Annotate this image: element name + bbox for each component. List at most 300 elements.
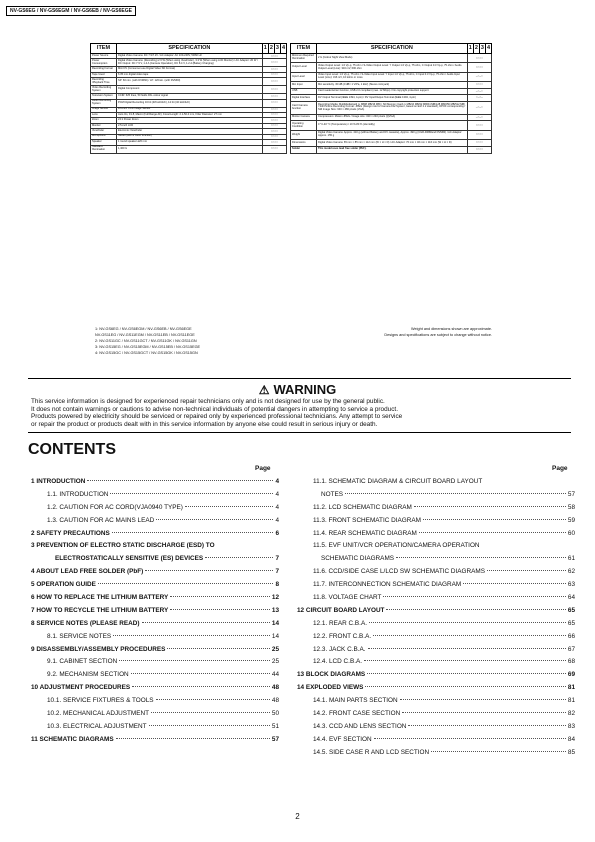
toc-leader-dots	[423, 519, 566, 520]
toc-entry-page: 7	[275, 568, 279, 576]
toc-entry[interactable]	[297, 684, 575, 697]
spec-value: Compression: Motion JPEG / Image size: 320 × 240 pixels (QVGA)	[317, 114, 468, 121]
col-2: 2	[473, 44, 479, 54]
toc-entry-page: 81	[567, 697, 575, 705]
toc-entry[interactable]	[31, 594, 279, 607]
toc-entry-page: 14	[271, 632, 279, 640]
disclaimer-line: Designs and specifications are subject to change without notice.	[384, 333, 492, 337]
toc-entry[interactable]	[31, 736, 279, 749]
spec-value: Digital Video Camera: (Recording) 2.6 W (When using Viewfinder), 3.3 W (When using LCD Monitor) / AC Adaptor: 20 W / DC Output: DC 7.9 V, 1.4 A (Camera Operation), DC 8.4 V, 1.2 A (Battery Charging)	[117, 59, 263, 67]
toc-entry-page: 4	[275, 516, 279, 524]
spec-value: 24:1 Power Zoom	[117, 118, 263, 123]
spec-row	[91, 145, 287, 153]
toc-entry-title: 9.2. MECHANISM SECTION	[47, 671, 129, 679]
toc-entry-title: 12.3. JACK C.B.A.	[313, 645, 366, 653]
spec-item-name: Standard Illumination	[91, 145, 117, 153]
toc-entry-page: 60	[567, 529, 575, 537]
model-marks: ○○○○	[467, 82, 491, 89]
model-marks: –○–○	[467, 114, 491, 121]
toc-entry-title: 5 OPERATION GUIDE	[31, 581, 96, 589]
toc-entry-page: 6	[275, 529, 279, 537]
spec-table-right-body	[291, 54, 492, 154]
toc-entry[interactable]	[297, 581, 575, 594]
toc-entry-title: 10.1. SERVICE FIXTURES & TOOLS	[47, 697, 154, 705]
model-line: 2: NV-GS11GC / NV-GS11GCT / NV-GS11GK / NV-GS11GN	[95, 339, 197, 343]
toc-entry[interactable]	[31, 671, 279, 684]
toc-entry[interactable]	[297, 736, 575, 749]
toc-leader-dots	[463, 583, 566, 584]
spec-item-name: Video Recording System	[91, 86, 117, 94]
toc-leader-dots	[368, 648, 566, 649]
toc-entry-title: 12.4. LCD C.B.A.	[313, 658, 363, 666]
spec-item-name: Lens	[91, 112, 117, 117]
spec-item-name: Digital Interface	[291, 95, 317, 102]
toc-leader-dots	[369, 622, 566, 623]
spec-table-left-body	[91, 54, 287, 154]
toc-leader-dots	[408, 725, 565, 726]
model-line: 1: NV-GS6EG / NV-GS6EGM / NV-GS6EB / NV-GS6EGE	[95, 327, 192, 331]
model-marks: –○–○	[467, 72, 491, 81]
model-header-tag: NV-GS6EG / NV-GS6EGM / NV-GS6EB / NV-GS6EGE	[6, 6, 136, 16]
page-column-label-left: Page	[255, 465, 271, 472]
toc-entry[interactable]	[297, 491, 575, 504]
toc-leader-dots	[131, 673, 270, 674]
toc-entry-title: 12.2. FRONT C.B.A.	[313, 632, 372, 640]
spec-item-name: USB	[291, 88, 317, 95]
toc-leader-dots	[373, 635, 566, 636]
model-marks: ○○○○	[262, 72, 286, 77]
spec-item-name: Power Consumption	[91, 59, 117, 67]
toc-entry[interactable]	[31, 710, 279, 723]
toc-entry-page: 63	[567, 581, 575, 589]
model-marks: ○○○○	[467, 54, 491, 63]
toc-entry-title: 11.7. INTERCONNECTION SCHEMATIC DIAGRAM	[313, 581, 462, 589]
toc-entry-title: 14 EXPLODED VIEWS	[297, 684, 364, 692]
toc-entry-page: 59	[567, 516, 575, 524]
toc-entry-title: 10 ADJUSTMENT PROCEDURES	[31, 684, 131, 692]
toc-entry-title: 11 SCHEMATIC DIAGRAMS	[31, 735, 114, 743]
toc-entry-page: 25	[271, 658, 279, 666]
toc-leader-dots	[156, 519, 273, 520]
warning-bottom-rule	[28, 432, 571, 433]
col-4: 4	[280, 44, 286, 54]
model-marks: ○○○○	[262, 67, 286, 72]
toc-entry-title: 9.1. CABINET SECTION	[47, 658, 118, 666]
warning-title: WARNING	[273, 382, 337, 397]
toc-entry[interactable]	[297, 723, 575, 736]
spec-item-name: Microphone	[91, 134, 117, 139]
toc-entry-page: 48	[271, 684, 279, 692]
toc-leader-dots	[113, 635, 270, 636]
toc-entry[interactable]	[297, 478, 575, 491]
spec-value: DV Output Terminal (IEEE 1394, 4-pin) / DV Input/Output Terminal (IEEE 1394, 4-pin)	[317, 95, 468, 102]
toc-entry-page: 65	[567, 606, 575, 614]
toc-entry[interactable]	[31, 517, 279, 530]
spec-value: SP: 60 min. (with DVM60) / LP: 120min. (with DVM60)	[117, 78, 263, 86]
spec-row	[91, 86, 287, 94]
spec-item-name: Power Source	[91, 54, 117, 59]
toc-entry-page: 64	[567, 594, 575, 602]
toc-entry[interactable]	[297, 542, 575, 555]
toc-entry[interactable]	[31, 684, 279, 697]
spec-item-name: Viewfinder	[91, 129, 117, 134]
toc-leader-dots	[400, 699, 566, 700]
model-marks: ○○○○	[262, 118, 286, 123]
spec-item-name: Television System	[91, 94, 117, 99]
toc-entry[interactable]	[31, 568, 279, 581]
toc-entry-title: 11.3. FRONT SCHEMATIC DIAGRAM	[313, 516, 421, 524]
model-marks: ○○○○	[467, 140, 491, 147]
spec-disclaimer	[300, 326, 492, 338]
toc-entry-page: 51	[271, 722, 279, 730]
toc-entry[interactable]	[297, 671, 575, 684]
spec-item-name: Audio Recording System	[91, 99, 117, 107]
disclaimer-line: Weight and dimensions shown are approximate.	[411, 327, 492, 331]
model-marks: –○–○	[467, 101, 491, 114]
spec-value: Recording Media: MultiMediaCard (≤ MB/8 MB/16 MB) / SD Memory Card (≤ MB/16 MB/32 MB/64 MB/128 MB/256 MB/512 MB) / Still Picture Recording Format: JPEG (Design rule for Camera File System, based on Exif 2.2 standard), DPOF corresponding / Still Image Size: 640 × 480 pixels (VGA)	[317, 101, 468, 114]
model-marks: ○○○○	[262, 54, 286, 59]
spec-row	[291, 54, 492, 63]
spec-value: Digital Video Camera: Approx. 410 g (without Battery and DV cassette), Approx. 490 g (CGR-D08Rand DVM60) / AC Adaptor: Approx. 155 g	[317, 130, 468, 139]
spec-row	[91, 78, 287, 86]
toc-leader-dots	[414, 506, 566, 507]
spec-value: Electronic Viewfinder	[117, 129, 263, 134]
toc-leader-dots	[132, 686, 270, 687]
toc-entry-title: 1.3. CAUTION FOR AC MAINS LEAD	[47, 516, 155, 524]
toc-entry[interactable]	[31, 530, 279, 543]
toc-entry-page: 4	[275, 503, 279, 511]
model-marks: ○–○–	[467, 95, 491, 102]
spec-item-name: Tape Used	[91, 72, 117, 77]
model-marks: ○○○○	[262, 140, 286, 145]
toc-entry-page: 58	[567, 503, 575, 511]
spec-item-name: Image Sensor	[91, 107, 117, 112]
toc-entry[interactable]	[31, 658, 279, 671]
spec-value: PCM Digital Recording 16 bit (48 kHz/2ch), 12 bit (32 kHz/4ch)	[117, 99, 263, 107]
spec-value: Mini DV (Consumer-use Digital Video SD Format)	[117, 67, 263, 72]
toc-entry-title: 8 SERVICE NOTES (PLEASE READ)	[31, 619, 140, 627]
spec-row	[91, 59, 287, 67]
model-marks: ○○○○	[262, 134, 286, 139]
spec-item-name: Card Camera function	[291, 101, 317, 114]
spec-value: Stereo (with a zoom function)	[117, 134, 263, 139]
toc-entry-title: SCHEMATIC DIAGRAMS	[321, 555, 395, 563]
spec-value: 2.5-inch LCD	[117, 123, 263, 128]
warning-line: Products powered by electricity should be serviced or repaired only by experienced professional technicians. Any attempt to service	[31, 413, 403, 420]
spec-item-name: Solder	[291, 146, 317, 153]
toc-entry-title: 11.8. VOLTAGE CHART	[313, 594, 382, 602]
page-column-label-right: Page	[552, 465, 568, 472]
toc-leader-dots	[98, 583, 274, 584]
toc-entry-title: 13 BLOCK DIAGRAMS	[297, 671, 366, 679]
toc-entry-title: 10.3. ELECTRICAL ADJUSTMENT	[47, 722, 147, 730]
model-marks: ○○○○	[467, 63, 491, 72]
specification-tables	[90, 43, 492, 154]
warning-top-rule	[28, 378, 571, 379]
toc-leader-dots	[402, 712, 566, 713]
toc-entry-page: 44	[271, 671, 279, 679]
toc-entry[interactable]	[31, 620, 279, 633]
toc-entry[interactable]	[297, 568, 575, 581]
spec-item-name: Operating Condition	[291, 121, 317, 130]
toc-entry-page: 83	[567, 722, 575, 730]
warning-text	[31, 398, 569, 428]
toc-leader-dots	[156, 699, 270, 700]
toc-entry-page: 67	[567, 645, 575, 653]
toc-entry-title: 1.2. CAUTION FOR AC CORD(VJA0940 TYPE)	[47, 503, 183, 511]
toc-leader-dots	[170, 609, 270, 610]
toc-entry-page: 50	[271, 710, 279, 718]
toc-right-column	[297, 478, 575, 762]
toc-entry-title: 1 INTRODUCTION	[31, 478, 86, 485]
toc-entry[interactable]	[297, 504, 575, 517]
model-line: 4: NV-GS15GC / NV-GS15GCT / NV-GS15GK / NV-GS15GN	[95, 351, 198, 355]
toc-entry-title: 11.5. EVF UNIT/VCR OPERATION/CAMERA OPERATION	[313, 542, 480, 550]
toc-entry-page: 7	[275, 555, 279, 563]
toc-entry[interactable]	[297, 697, 575, 710]
toc-entry[interactable]	[297, 555, 575, 568]
spec-item-name: Speaker	[91, 140, 117, 145]
col-spec: SPECIFICATION	[317, 44, 468, 54]
spec-item-name: Recording /Playback Time	[91, 78, 117, 86]
toc-entry[interactable]	[31, 504, 279, 517]
spec-value: 1/6-inch CCD Image Sensor	[117, 107, 263, 112]
toc-entry-title: 2 SAFETY PRECAUTIONS	[31, 529, 110, 537]
model-marks: ○○○○	[262, 107, 286, 112]
col-2: 2	[268, 44, 274, 54]
spec-row	[291, 130, 492, 139]
toc-entry-title: 11.2. LCD SCHEMATIC DIAGRAM	[313, 503, 412, 511]
toc-entry-title: 10.2. MECHANICAL ADJUSTMENT	[47, 710, 150, 718]
spec-value: 1,400 lx	[117, 145, 263, 153]
toc-entry-page: 48	[271, 697, 279, 705]
toc-entry-title: 14.3. CCD AND LENS SECTION	[313, 722, 407, 730]
toc-entry[interactable]	[297, 517, 575, 530]
spec-value: Video Output Level: 1.0 Vp-p, 75 ohm / S-Video Output Level: Y Output 1.0 Vp-p, 75 ohm, C Output 0.3 Vp-p, 75 ohm / Audio Output Level (Line): 316 mV, 600 ohm	[317, 63, 468, 72]
toc-leader-dots	[431, 751, 566, 752]
spec-table-left	[90, 43, 287, 154]
toc-leader-dots	[364, 660, 566, 661]
spec-item-name: Mic Input	[291, 82, 317, 89]
toc-leader-dots	[167, 648, 270, 649]
spec-item-name: Weight	[291, 130, 317, 139]
warning-line: It does not contain warnings or cautions to advise non-technical individuals of potential dangers in attempting to service a product.	[31, 405, 398, 413]
toc-entry-title: 14.4. EVF SECTION	[313, 735, 372, 743]
spec-value: 6.35 mm digital video tape	[117, 72, 263, 77]
spec-item-name: Minimum Required Illumination	[291, 54, 317, 63]
spec-value: CCIR: 625 lines, 50 fields PAL colour signal	[117, 94, 263, 99]
toc-entry-page: 62	[567, 568, 575, 576]
model-list	[95, 326, 200, 356]
model-marks: ○○○○	[262, 59, 286, 67]
toc-entry[interactable]	[31, 491, 279, 504]
toc-leader-dots	[151, 712, 270, 713]
spec-row	[291, 72, 492, 81]
model-marks: ○○○○	[467, 121, 491, 130]
toc-entry-title: 7 HOW TO RECYCLE THE LITHIUM BATTERY	[31, 606, 169, 614]
toc-entry-title: 14.5. SIDE CASE R AND LCD SECTION	[313, 748, 430, 756]
spec-value: 1 round speaker ø20 mm	[117, 140, 263, 145]
spec-item-name: Input Level	[291, 72, 317, 81]
toc-leader-dots	[487, 570, 566, 571]
spec-value: Digital Component	[117, 86, 263, 94]
toc-entry[interactable]	[31, 478, 279, 491]
col-item: ITEM	[91, 44, 117, 54]
toc-leader-dots	[386, 609, 565, 610]
spec-value: Card reader/writer function, USB 2.0 compliant (max. 12 Mbps) / No copyright protection support	[317, 88, 468, 95]
spec-row	[91, 99, 287, 107]
model-marks: ○○○○	[262, 112, 286, 117]
col-1: 1	[467, 44, 473, 54]
toc-leader-dots	[374, 738, 566, 739]
col-4: 4	[485, 44, 491, 54]
toc-entry-title: 14.1. MAIN PARTS SECTION	[313, 697, 398, 705]
spec-value: 2 lx (Colour Night View Mode)	[317, 54, 468, 63]
model-marks: –○–○	[467, 88, 491, 95]
toc-leader-dots	[87, 480, 273, 481]
toc-entry-page: 8	[275, 581, 279, 589]
warning-triangle-icon: ⚠	[258, 383, 270, 397]
spec-value: Video Input Level: 1.0 Vp-p, 75 ohm / S-Video Input Level: Y Input 1.0 Vp-p, 75 ohm, C Input 0.3 Vp-p, 75 ohm / Audio Input Level (Line): 316 mV, 10 kohm or more	[317, 72, 468, 81]
toc-entry-page: 69	[567, 671, 575, 679]
toc-leader-dots	[396, 557, 566, 558]
toc-leader-dots	[205, 557, 273, 558]
toc-entry-page: 61	[567, 555, 575, 563]
toc-entry-page: 84	[567, 735, 575, 743]
toc-entry-page: 14	[271, 619, 279, 627]
toc-entry-page: 81	[567, 684, 575, 692]
toc-entry-title: 11.4. REAR SCHEMATIC DIAGRAM	[313, 529, 417, 537]
toc-entry-page: 85	[567, 748, 575, 756]
spec-row	[291, 101, 492, 114]
toc-entry-page: 57	[271, 735, 279, 743]
spec-item-name: Motion Camera	[291, 114, 317, 121]
spec-item-name: Recording Format	[91, 67, 117, 72]
toc-entry-page: 82	[567, 710, 575, 718]
col-1: 1	[262, 44, 268, 54]
spec-value: This model uses lead free solder (PbF).	[317, 146, 468, 153]
toc-leader-dots	[145, 570, 273, 571]
toc-leader-dots	[119, 660, 270, 661]
toc-entry-title: 11.1. SCHEMATIC DIAGRAM & CIRCUIT BOARD LAYOUT	[313, 478, 483, 485]
page-number: 2	[295, 812, 300, 821]
spec-value: Digital Video Camera: DC 7.9/7.2V / AC Adaptor: AC 100-240V, 50/60 Hz	[117, 54, 263, 59]
toc-leader-dots	[365, 686, 565, 687]
toc-leader-dots	[142, 622, 270, 623]
toc-entry-title: 1.1. INTRODUCTION	[47, 490, 109, 498]
col-3: 3	[274, 44, 280, 54]
toc-leader-dots	[419, 532, 566, 533]
toc-entry-title: 12 CIRCUIT BOARD LAYOUT	[297, 606, 385, 614]
col-item: ITEM	[291, 44, 317, 54]
toc-entry-page: 12	[271, 594, 279, 602]
toc-entry[interactable]	[297, 530, 575, 543]
toc-entry[interactable]	[297, 646, 575, 659]
toc-leader-dots	[149, 725, 270, 726]
spec-value: Digital Video Camera: 65 mm × 85 mm × 112 mm (W × H × D) / AC Adaptor: 70 mm × 46 mm × 116 mm (W × H × D)	[317, 140, 468, 147]
toc-entry-title: 12.1. REAR C.B.A.	[313, 619, 367, 627]
toc-entry-title: 6 HOW TO REPLACE THE LITHIUM BATTERY	[31, 594, 169, 602]
spec-value: Mic sensitivity -50 dB (0 dB= 1 V/Pa, 1 kHz) (Stereo mini jack)	[317, 82, 468, 89]
toc-entry[interactable]	[297, 607, 575, 620]
toc-leader-dots	[383, 596, 565, 597]
spec-value: Auto Iris, F1.8, Macro (Full Range AF), Focal Length: 2.1-50.4 mm, Filter Diameter: 27 mm	[117, 112, 263, 117]
toc-entry-page: 68	[567, 658, 575, 666]
toc-entry[interactable]	[297, 658, 575, 671]
spec-row	[291, 146, 492, 153]
toc-entry[interactable]	[31, 607, 279, 620]
model-marks: ○○○○	[262, 99, 286, 107]
toc-entry-title: 4 ABOUT LEAD FREE SOLDER (PbF)	[31, 568, 144, 576]
warning-line: or repair the product or products dealt with in this service information by anyone else could result in serious injury or death.	[31, 420, 378, 428]
spec-table-right-header	[291, 44, 492, 54]
toc-entry-title: 14.2. FRONT CASE SECTION	[313, 710, 401, 718]
toc-entry[interactable]	[31, 697, 279, 710]
toc-entry-title: NOTES	[321, 490, 344, 498]
spec-item-name: Dimensions	[291, 140, 317, 147]
toc-leader-dots	[345, 493, 566, 494]
spec-item-name: Output Level	[291, 63, 317, 72]
model-marks: ○○○○	[467, 130, 491, 139]
toc-entry[interactable]	[297, 749, 575, 762]
toc-entry[interactable]	[31, 555, 279, 568]
model-line: NV-GS11EG / NV-GS11EGM / NV-GS11EB / NV-GS11EGE	[95, 333, 195, 337]
model-marks: ○○○○	[262, 78, 286, 86]
toc-leader-dots	[367, 673, 566, 674]
model-marks: ○○○○	[262, 86, 286, 94]
spec-table-left-header	[91, 44, 287, 54]
contents-title: CONTENTS	[28, 441, 116, 458]
toc-entry[interactable]	[31, 723, 279, 736]
toc-entry[interactable]	[297, 710, 575, 723]
col-spec: SPECIFICATION	[117, 44, 263, 54]
model-marks: ○○○○	[262, 94, 286, 99]
spec-item-name: Monitor	[91, 123, 117, 128]
model-marks: ○○○○	[467, 146, 491, 153]
toc-leader-dots	[185, 506, 274, 507]
spec-table-right	[290, 43, 492, 154]
toc-entry[interactable]	[297, 633, 575, 646]
col-3: 3	[479, 44, 485, 54]
spec-row	[291, 63, 492, 72]
toc-entry-page: 4	[275, 490, 279, 498]
toc-leader-dots	[112, 532, 274, 533]
toc-entry[interactable]	[297, 620, 575, 633]
toc-entry[interactable]	[31, 633, 279, 646]
toc-entry[interactable]	[31, 542, 279, 555]
toc-left-column	[31, 478, 279, 749]
toc-leader-dots	[110, 493, 273, 494]
spec-row	[291, 121, 492, 130]
toc-entry-title: 8.1. SERVICE NOTES	[47, 632, 112, 640]
model-line: 3: NV-GS15EG / NV-GS15EGM / NV-GS15EB / NV-GS15EGE	[95, 345, 201, 349]
warning-heading	[0, 382, 595, 397]
spec-item-name: Zoom	[91, 118, 117, 123]
toc-entry[interactable]	[297, 594, 575, 607]
toc-entry[interactable]	[31, 581, 279, 594]
model-marks: ○○○○	[262, 129, 286, 134]
toc-entry-title: 9 DISASSEMBLY/ASSEMBLY PROCEDURES	[31, 645, 166, 653]
model-marks: ○○○○	[262, 145, 286, 153]
toc-entry-page: 57	[567, 490, 575, 498]
toc-entry-title: 11.6. CCD/SIDE CASE L/LCD SW SCHEMATIC DIAGRAMS	[313, 568, 485, 576]
toc-entry-page: 13	[271, 606, 279, 614]
toc-entry[interactable]	[31, 646, 279, 659]
toc-leader-dots	[170, 596, 270, 597]
model-marks: ○○○○	[262, 123, 286, 128]
toc-entry-title: 3 PREVENTION OF ELECTRO STATIC DISCHARGE (ESD) TO	[31, 542, 215, 550]
toc-entry-page: 66	[567, 632, 575, 640]
